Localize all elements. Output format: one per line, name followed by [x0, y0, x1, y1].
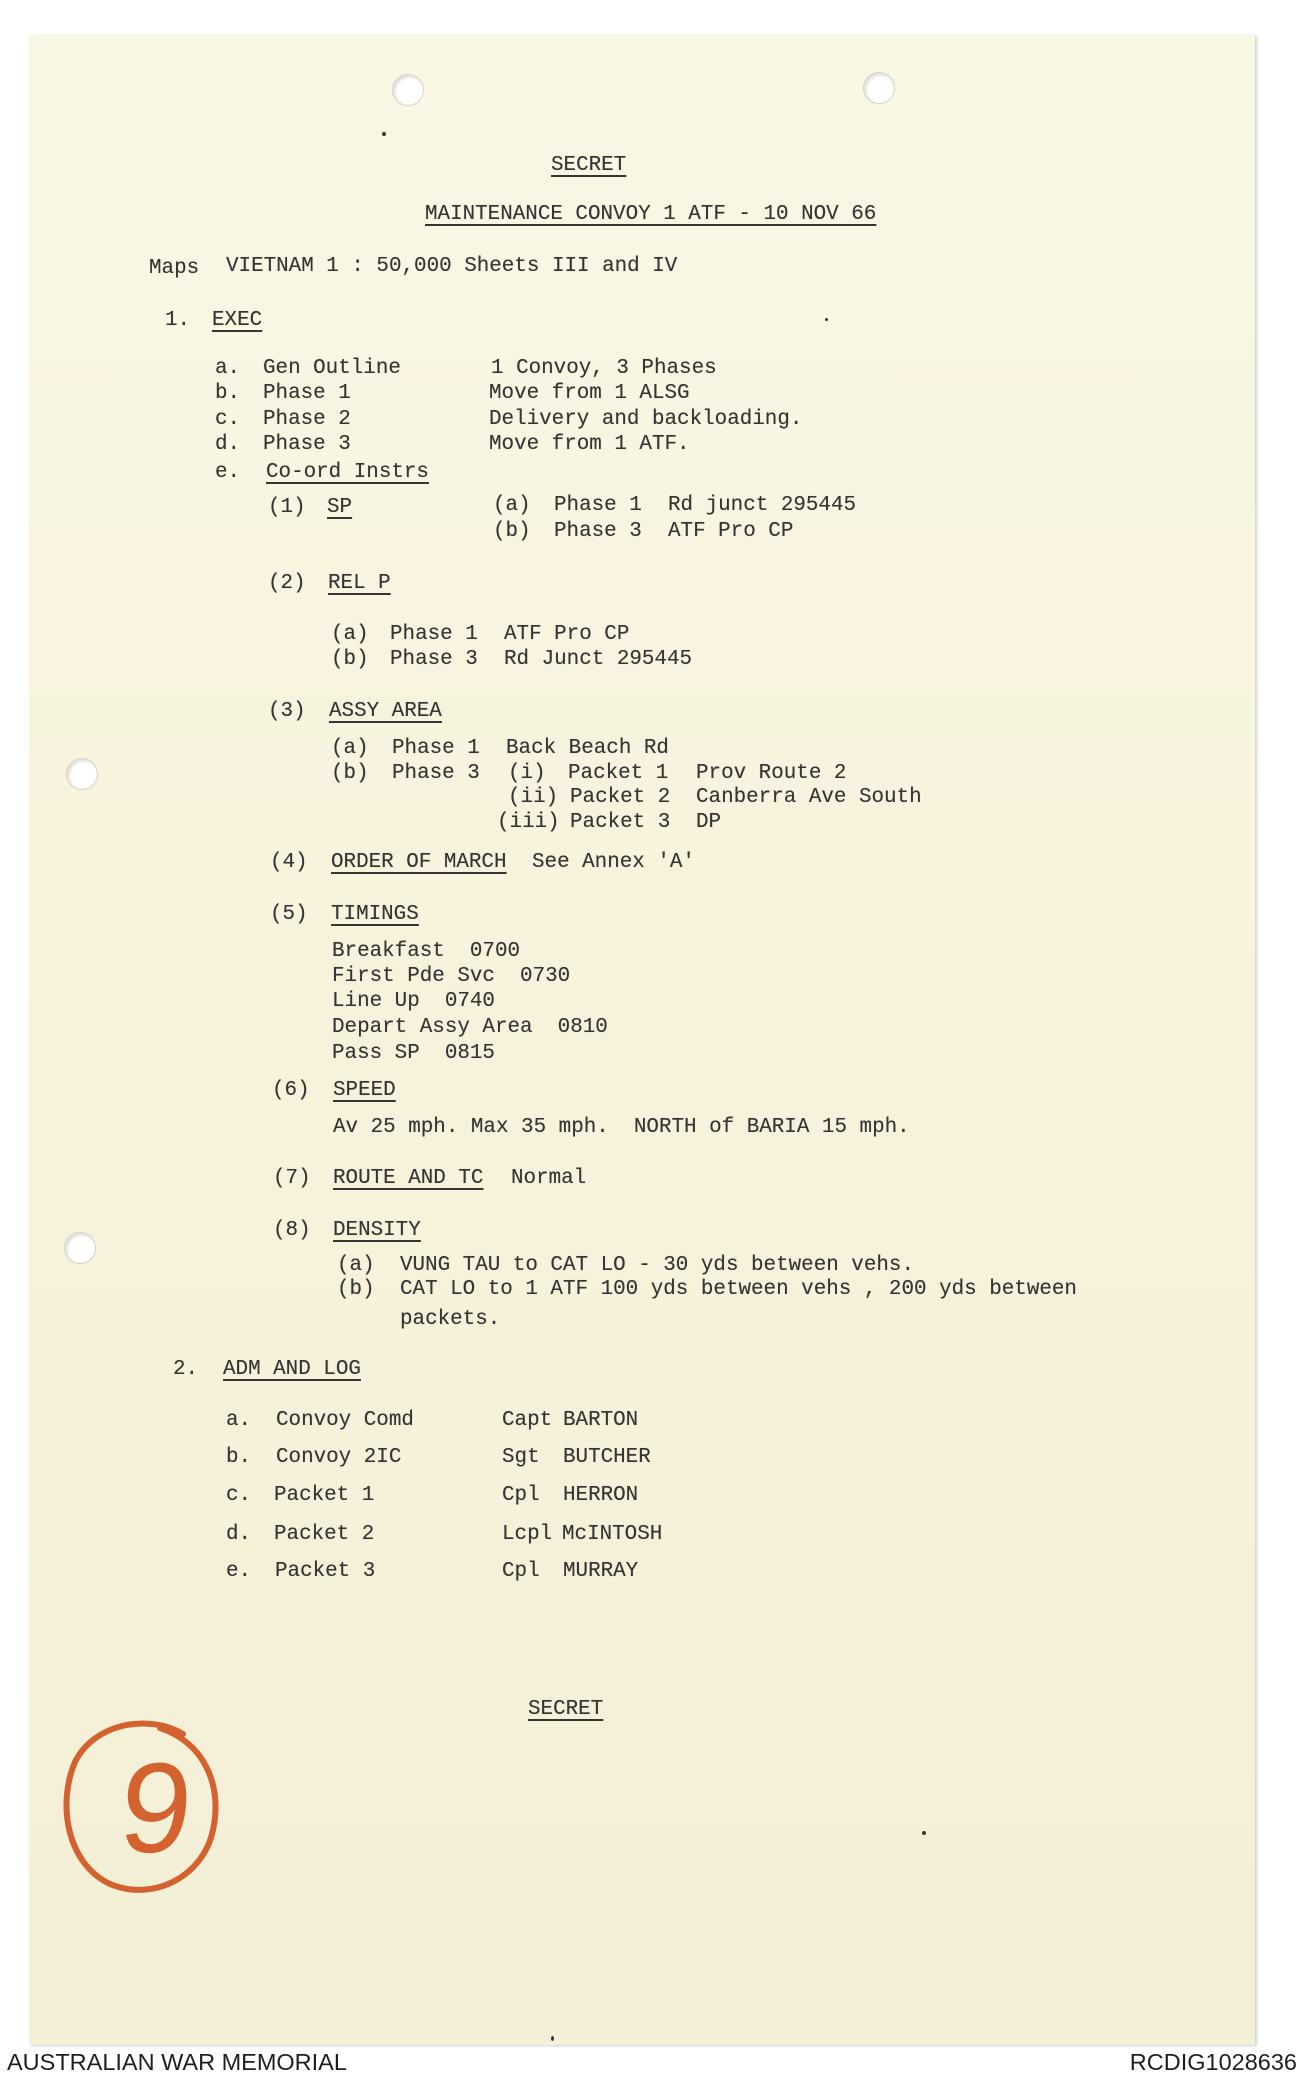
punch-hole	[392, 74, 424, 106]
ink-speck	[551, 2036, 554, 2041]
rank: Capt	[502, 1409, 553, 1432]
classification-marking-top: SECRET	[551, 154, 627, 177]
item-label: Gen Outline	[263, 357, 401, 380]
timing-time: 0815	[444, 1042, 495, 1065]
density-text: VUNG TAU to CAT LO - 30 yds between vehs.	[400, 1254, 914, 1277]
packet-marker: (i)	[508, 762, 546, 785]
punch-hole	[66, 758, 98, 790]
phase-label: Phase 3	[554, 520, 642, 543]
item-letter: c.	[215, 408, 241, 431]
appointment: Convoy 2IC	[276, 1446, 402, 1469]
item-text: 1 Convoy, 3 Phases	[491, 357, 717, 380]
rank: Cpl	[502, 1560, 540, 1583]
para-number: (8)	[273, 1219, 311, 1242]
maps-label: Maps	[149, 257, 200, 280]
appointment: Packet 3	[275, 1560, 376, 1583]
para-heading: SPEED	[333, 1079, 396, 1102]
para-heading: ROUTE AND TC	[333, 1167, 484, 1190]
folio-number: 9	[114, 1737, 198, 1880]
packet-label: Packet 3	[570, 811, 671, 834]
packet-area: DP	[696, 811, 722, 834]
para-heading: REL P	[328, 572, 391, 595]
para-text: Normal	[511, 1167, 587, 1190]
density-text: CAT LO to 1 ATF 100 yds between vehs , 200 yds between	[400, 1278, 1077, 1301]
archive-credit: AUSTRALIAN WAR MEMORIAL	[7, 2049, 347, 2075]
ink-speck	[922, 1831, 926, 1835]
packet-area: Prov Route 2	[696, 762, 847, 785]
item-letter: e.	[226, 1560, 252, 1583]
rank: Lcpl	[502, 1523, 553, 1546]
sub-marker: (b)	[331, 762, 369, 785]
para-text: See Annex 'A'	[532, 851, 695, 874]
timing-row	[332, 1015, 608, 1041]
para-number: (7)	[273, 1167, 311, 1190]
para-number: (2)	[268, 572, 306, 595]
item-label: Phase 3	[263, 433, 351, 456]
para-heading: ORDER OF MARCH	[331, 851, 507, 874]
item-letter: b.	[215, 382, 241, 405]
item-text: Move from 1 ATF.	[489, 433, 690, 456]
timing-event: Pass SP	[332, 1042, 420, 1065]
document-title: MAINTENANCE CONVOY 1 ATF - 10 NOV 66	[425, 203, 877, 226]
para-number: (6)	[272, 1079, 310, 1102]
timing-event: Line Up	[332, 990, 420, 1013]
para-number: (5)	[270, 903, 308, 926]
phase-label: Phase 3	[390, 648, 478, 671]
punch-hole	[64, 1232, 96, 1264]
circled-folio-number	[55, 1712, 235, 1912]
appointment: Convoy Comd	[276, 1409, 414, 1432]
timing-event: Depart Assy Area	[332, 1016, 533, 1039]
surname: BUTCHER	[563, 1446, 651, 1469]
item-letter: c.	[226, 1484, 252, 1507]
timing-event: Breakfast	[332, 940, 445, 963]
punch-hole	[863, 72, 895, 104]
timing-row	[332, 964, 570, 990]
phase-label: Phase 3	[392, 762, 480, 785]
phase-label: Phase 1	[390, 623, 478, 646]
location-text: ATF Pro CP	[668, 520, 794, 543]
para-number: (4)	[270, 851, 308, 874]
para-number: (1)	[268, 496, 306, 519]
sub-marker: (b)	[493, 520, 531, 543]
para-heading: ASSY AREA	[329, 700, 442, 723]
maps-reference: VIETNAM 1 : 50,000 Sheets III and IV	[226, 255, 678, 278]
timing-time: 0730	[520, 965, 571, 988]
para-number: (3)	[268, 700, 306, 723]
item-letter: a.	[215, 357, 241, 380]
timing-time: 0810	[557, 1016, 608, 1039]
density-text-continuation: packets.	[400, 1308, 501, 1331]
surname: BARTON	[563, 1409, 639, 1432]
timing-row	[332, 1041, 495, 1067]
para-heading: DENSITY	[333, 1219, 421, 1242]
sub-marker: (b)	[337, 1278, 375, 1301]
item-label: Co-ord Instrs	[266, 461, 429, 484]
para-heading: SP	[327, 496, 353, 519]
timing-time: 0740	[444, 990, 495, 1013]
sub-marker: (b)	[331, 648, 369, 671]
section-heading: EXEC	[212, 309, 263, 332]
item-letter: d.	[226, 1523, 252, 1546]
packet-marker: (iii)	[497, 811, 560, 834]
archive-reference-id: RCDIG1028636	[1129, 2049, 1297, 2075]
packet-area: Canberra Ave South	[696, 786, 922, 809]
phase-label: Phase 1	[554, 494, 642, 517]
ink-speck	[825, 318, 828, 321]
location-text: Rd Junct 295445	[504, 648, 693, 671]
surname: McINTOSH	[562, 1523, 663, 1546]
packet-label: Packet 2	[570, 786, 671, 809]
appointment: Packet 2	[274, 1523, 375, 1546]
sub-marker: (a)	[337, 1254, 375, 1277]
location-text: ATF Pro CP	[504, 623, 630, 646]
item-letter: e.	[215, 461, 241, 484]
section-number: 1.	[165, 309, 191, 332]
section-number: 2.	[173, 1358, 199, 1381]
phase-label: Phase 1	[392, 737, 480, 760]
location-text: Back Beach Rd	[506, 737, 669, 760]
timing-row	[332, 939, 520, 965]
para-text: Av 25 mph. Max 35 mph. NORTH of BARIA 15 mph.	[333, 1116, 910, 1139]
item-text: Move from 1 ALSG	[489, 382, 690, 405]
timing-event: First Pde Svc	[332, 965, 495, 988]
classification-marking-bottom: SECRET	[528, 1698, 604, 1721]
item-letter: d.	[215, 433, 241, 456]
item-label: Phase 2	[263, 408, 351, 431]
section-heading: ADM AND LOG	[223, 1358, 361, 1381]
item-text: Delivery and backloading.	[489, 408, 803, 431]
appointment: Packet 1	[274, 1484, 375, 1507]
item-letter: b.	[226, 1446, 252, 1469]
ink-speck	[382, 132, 386, 136]
surname: HERRON	[563, 1484, 639, 1507]
packet-marker: (ii)	[508, 786, 559, 809]
rank: Sgt	[502, 1446, 540, 1469]
sub-marker: (a)	[331, 737, 369, 760]
item-letter: a.	[226, 1409, 252, 1432]
sub-marker: (a)	[331, 623, 369, 646]
rank: Cpl	[502, 1484, 540, 1507]
para-heading: TIMINGS	[331, 903, 419, 926]
packet-label: Packet 1	[568, 762, 669, 785]
item-label: Phase 1	[263, 382, 351, 405]
sub-marker: (a)	[493, 494, 531, 517]
location-text: Rd junct 295445	[668, 494, 857, 517]
timing-row	[332, 989, 495, 1015]
surname: MURRAY	[563, 1560, 639, 1583]
timing-time: 0700	[469, 940, 521, 963]
